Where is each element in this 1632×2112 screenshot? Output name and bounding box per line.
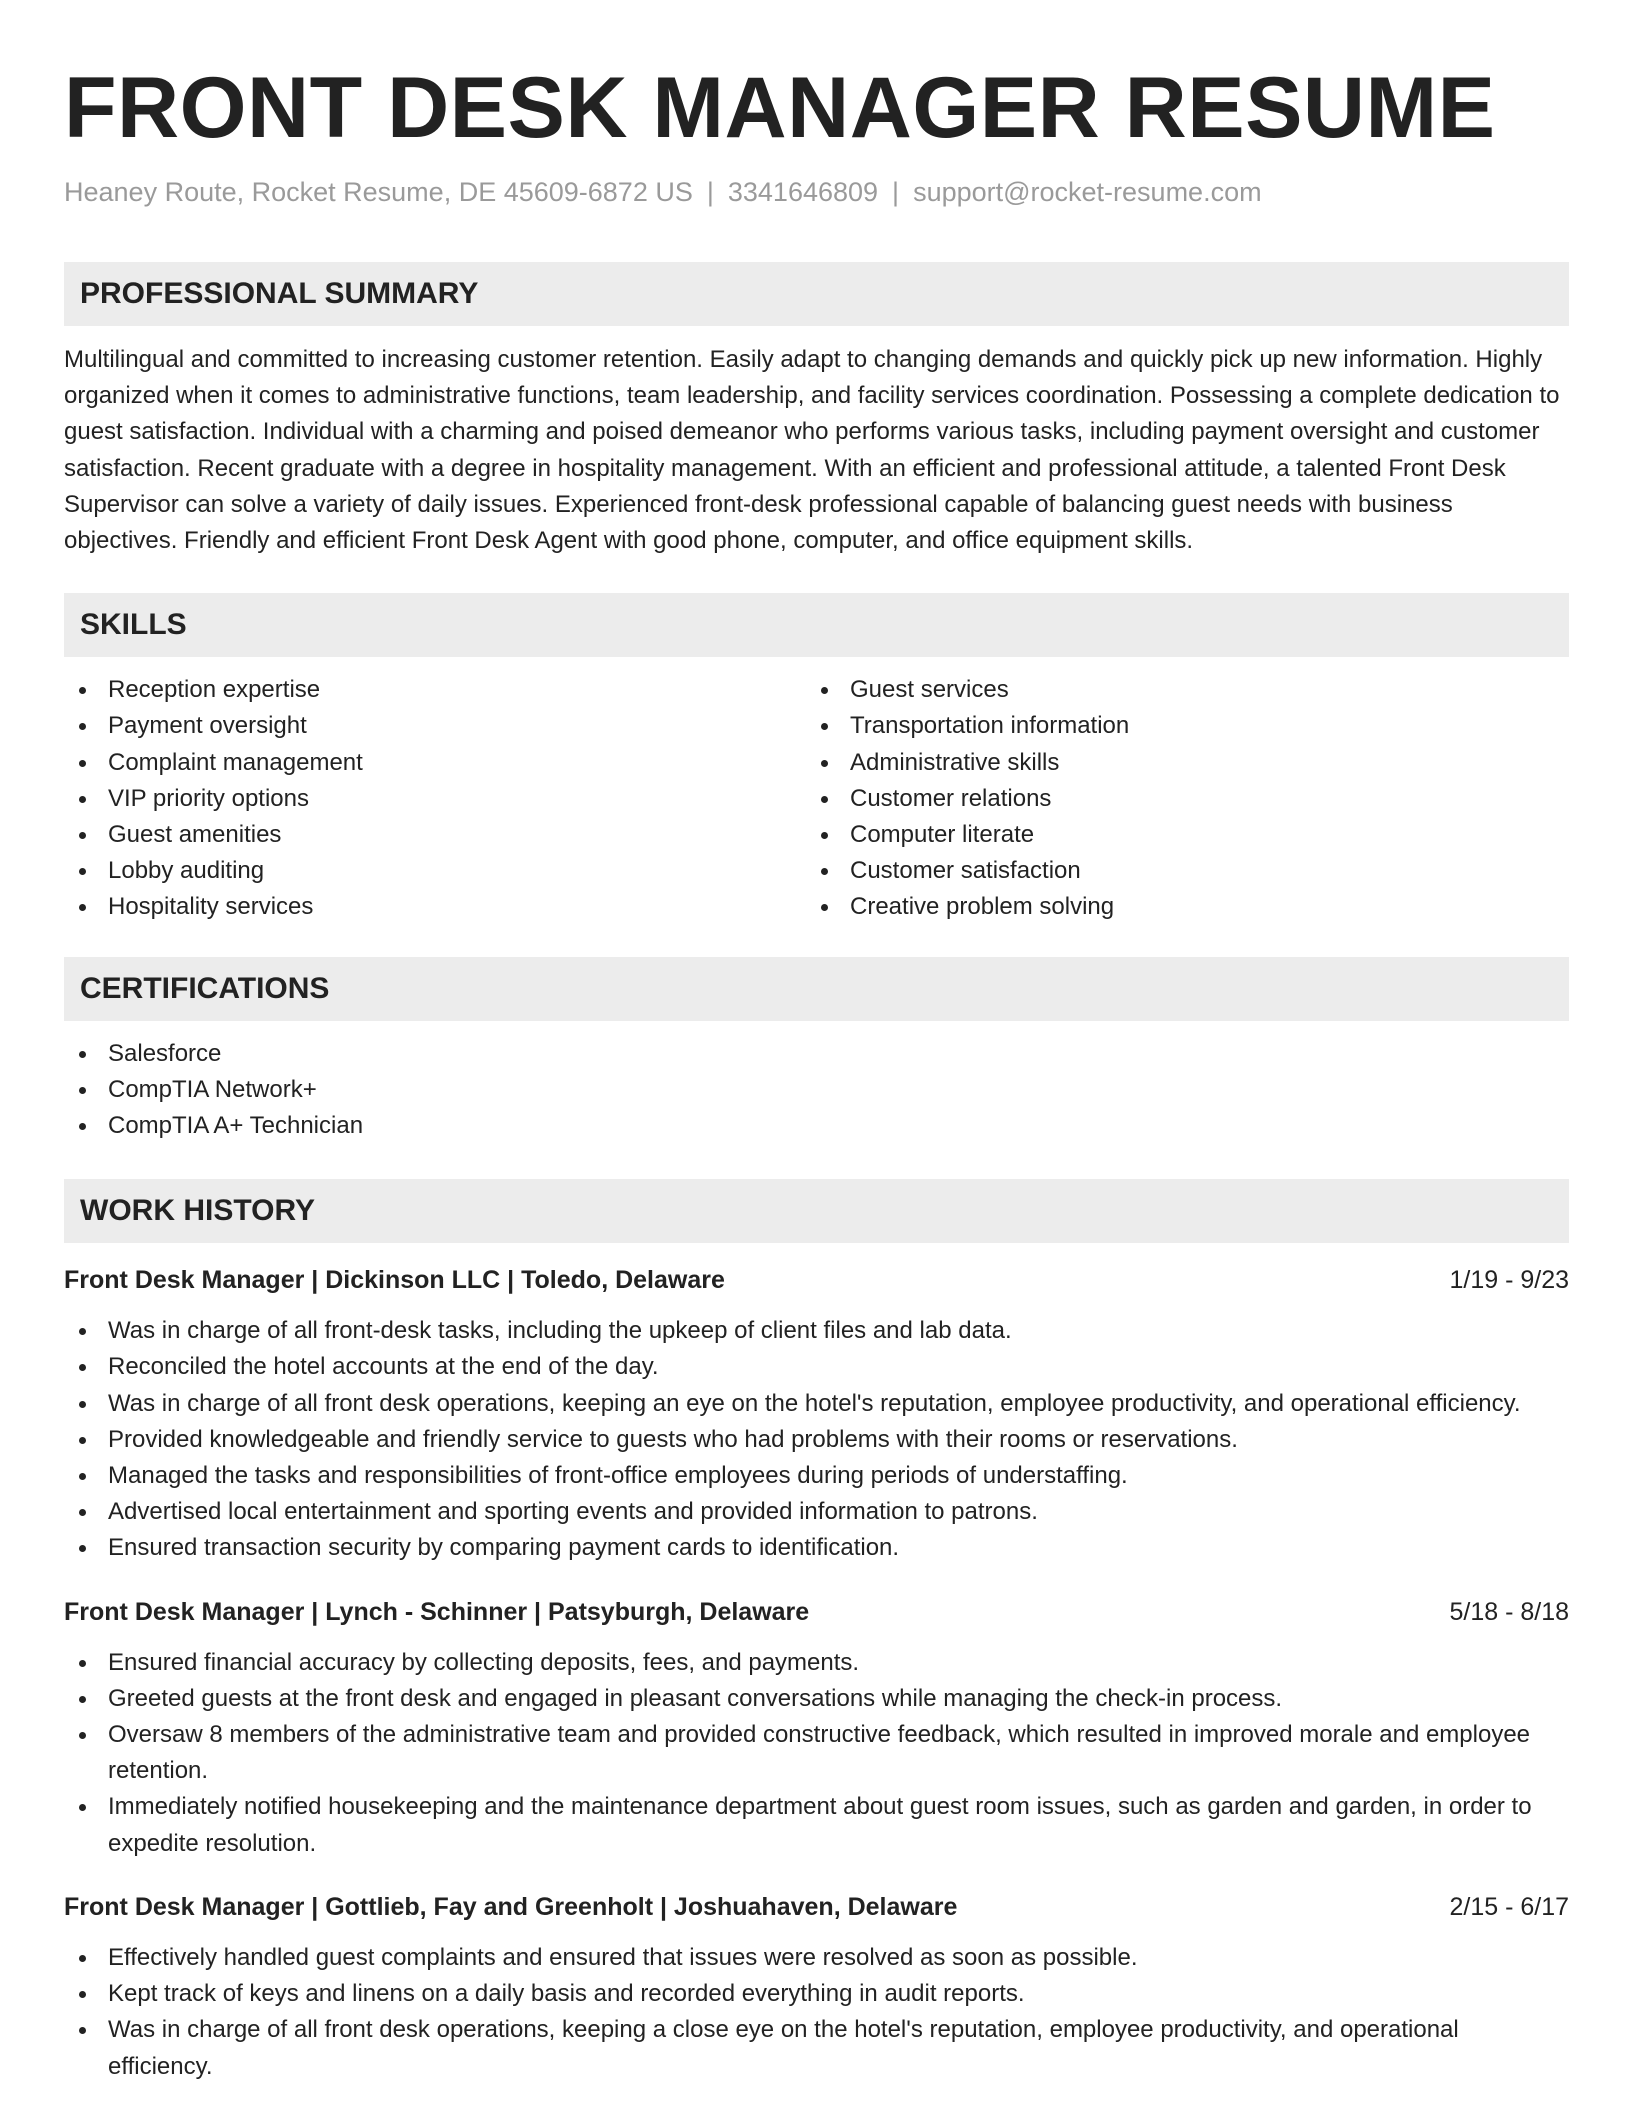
resume-title: FRONT DESK MANAGER RESUME: [64, 60, 1496, 156]
job-bullets: [64, 1940, 1569, 2085]
skill-item: Lobby auditing: [64, 853, 806, 889]
skills-heading: SKILLS: [64, 593, 1569, 657]
job-entry: [64, 1888, 1569, 2085]
certification-item: CompTIA A+ Technician: [64, 1108, 1569, 1144]
skill-item: Customer satisfaction: [806, 853, 1548, 889]
job-header: [64, 1888, 1569, 1926]
job-header: [64, 1593, 1569, 1631]
job-title: Front Desk Manager | Lynch - Schinner | Patsyburgh, Delaware: [64, 1597, 810, 1626]
job-header: [64, 1261, 1569, 1299]
skill-item: Transportation information: [806, 708, 1548, 744]
contact-separator: |: [892, 177, 900, 207]
job-dates: 2/15 - 6/17: [1449, 1892, 1569, 1921]
skill-item: Hospitality services: [64, 889, 806, 925]
job-bullet: Provided knowledgeable and friendly service to guests who had problems with their rooms or reservations.: [64, 1422, 1569, 1458]
job-bullet: Managed the tasks and responsibilities of front-office employees during periods of understaffing.: [64, 1458, 1569, 1494]
contact-address: Heaney Route, Rocket Resume, DE 45609-6872 US: [64, 177, 693, 207]
job-bullet: Was in charge of all front-desk tasks, including the upkeep of client files and lab data.: [64, 1313, 1569, 1349]
contact-phone: 3341646809: [727, 177, 879, 207]
contact-separator: |: [706, 177, 714, 207]
skill-item: Complaint management: [64, 745, 806, 781]
skill-item: Payment oversight: [64, 708, 806, 744]
skill-item: Administrative skills: [806, 745, 1548, 781]
job-bullet: Oversaw 8 members of the administrative team and provided constructive feedback, which resulted in improved morale and employee retention.: [64, 1717, 1569, 1789]
certifications-list: [64, 1036, 1569, 1145]
job-bullet: Advertised local entertainment and sporting events and provided information to patrons.: [64, 1494, 1569, 1530]
skill-item: Computer literate: [806, 817, 1548, 853]
skill-item: Reception expertise: [64, 672, 806, 708]
summary-heading: PROFESSIONAL SUMMARY: [64, 262, 1569, 326]
job-title: Front Desk Manager | Gottlieb, Fay and Greenholt | Joshuahaven, Delaware: [64, 1892, 958, 1921]
contact-line: [64, 172, 1569, 212]
job-title: Front Desk Manager | Dickinson LLC | Toledo, Delaware: [64, 1266, 725, 1295]
skill-item: Guest services: [806, 672, 1548, 708]
job-entry: [64, 1261, 1569, 1566]
job-bullets: [64, 1313, 1569, 1566]
job-bullet: Was in charge of all front desk operations, keeping an eye on the hotel's reputation, employee productivity, and operational efficiency.: [64, 1386, 1569, 1422]
job-bullet: Kept track of keys and linens on a daily basis and recorded everything in audit reports.: [64, 1976, 1569, 2012]
resume-page: [64, 0, 1569, 2085]
skills-list-right: [806, 672, 1548, 925]
certifications-heading: CERTIFICATIONS: [64, 957, 1569, 1021]
job-entry: [64, 1593, 1569, 1862]
job-bullet: Ensured transaction security by comparing payment cards to identification.: [64, 1530, 1569, 1566]
certification-item: Salesforce: [64, 1036, 1569, 1072]
job-dates: 5/18 - 8/18: [1449, 1597, 1569, 1626]
work-history-heading: WORK HISTORY: [64, 1179, 1569, 1243]
summary-text: Multilingual and committed to increasing customer retention. Easily adapt to changing demands and quickly pick up new information. Highly organized when it comes to administrative functions, team leadership, and facility services coordination. Possessing a complete dedication to guest satisfaction. Individual with a charming and poised demeanor who performs various tasks, including payment oversight and customer satisfaction. Recent graduate with a degree in hospitality management. With an efficient and professional attitude, a talented Front Desk Supervisor can solve a variety of daily issues. Experienced front-desk professional capable of balancing guest needs with business objectives. Friendly and efficient Front Desk Agent with good phone, computer, and office equipment skills.: [64, 346, 1560, 555]
contact-email: support@rocket-resume.com: [913, 177, 1262, 207]
job-bullet: Greeted guests at the front desk and engaged in pleasant conversations while managing the check-in process.: [64, 1681, 1569, 1717]
job-bullet: Ensured financial accuracy by collecting deposits, fees, and payments.: [64, 1645, 1569, 1681]
skill-item: VIP priority options: [64, 781, 806, 817]
job-bullets: [64, 1645, 1569, 1862]
skill-item: Customer relations: [806, 781, 1548, 817]
job-bullet: Immediately notified housekeeping and the maintenance department about guest room issues, such as garden and garden, in order to expedite resolution.: [64, 1789, 1569, 1861]
skill-item: Creative problem solving: [806, 889, 1548, 925]
skill-item: Guest amenities: [64, 817, 806, 853]
job-dates: 1/19 - 9/23: [1449, 1266, 1569, 1295]
job-bullet: Reconciled the hotel accounts at the end of the day.: [64, 1349, 1569, 1385]
certification-item: CompTIA Network+: [64, 1072, 1569, 1108]
skills-columns: [64, 672, 1569, 925]
job-bullet: Was in charge of all front desk operations, keeping a close eye on the hotel's reputation, employee productivity, and operational efficiency.: [64, 2012, 1569, 2084]
job-bullet: Effectively handled guest complaints and ensured that issues were resolved as soon as possible.: [64, 1940, 1569, 1976]
skills-list-left: [64, 672, 806, 925]
